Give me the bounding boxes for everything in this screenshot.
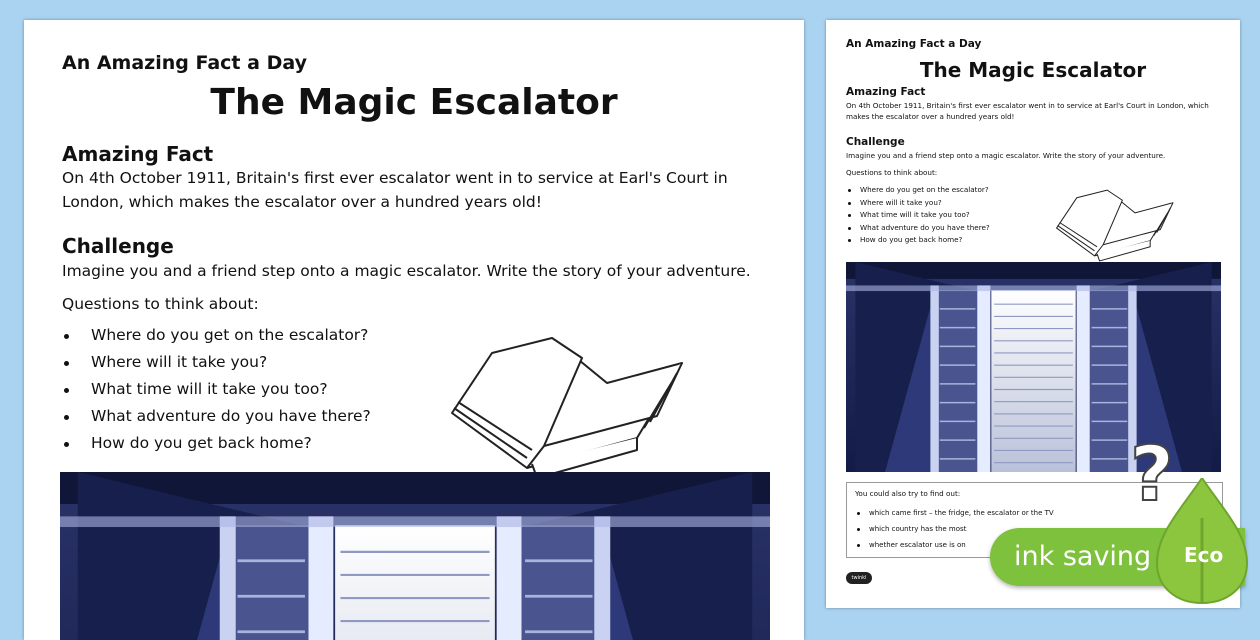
challenge-text: Imagine you and a friend step onto a magic escalator. Write the story of your adventure. bbox=[62, 262, 751, 280]
fact-heading: Amazing Fact bbox=[846, 86, 926, 98]
list-item: whether escalator use is on bbox=[855, 537, 1054, 553]
brand-logo: twinkl bbox=[846, 572, 872, 584]
eco-label: Eco bbox=[1184, 543, 1224, 567]
questions-list bbox=[62, 322, 371, 457]
worksheet-title: The Magic Escalator bbox=[919, 58, 1147, 82]
badge-label: ink saving bbox=[1014, 541, 1152, 572]
list-item: Where will it take you? bbox=[846, 197, 990, 210]
worksheet-title: The Magic Escalator bbox=[210, 82, 618, 123]
list-item: What time will it take you too? bbox=[846, 209, 990, 222]
fact-text: On 4th October 1911, Britain's first ever escalator went in to service at Earl's Court in London, which makes the escalator over a hundred years old! bbox=[846, 101, 1209, 121]
escalator-photo bbox=[60, 472, 770, 640]
list-item: What adventure do you have there? bbox=[62, 403, 371, 430]
fact-text: On 4th October 1911, Britain's first ever escalator went in to service at Earl's Court in London, which makes the escalator over a hundred years old! bbox=[62, 169, 728, 211]
list-item: Where will it take you? bbox=[62, 349, 371, 376]
list-item: Where do you get on the escalator? bbox=[62, 322, 371, 349]
worksheet-subtitle: An Amazing Fact a Day bbox=[62, 52, 307, 74]
questions-intro: Questions to think about: bbox=[62, 295, 259, 313]
list-item: which country has the most bbox=[855, 521, 1054, 537]
list-item: Where do you get on the escalator? bbox=[846, 184, 990, 197]
worksheet-subtitle: An Amazing Fact a Day bbox=[846, 38, 982, 50]
challenge-heading: Challenge bbox=[846, 136, 905, 148]
questions-intro: Questions to think about: bbox=[846, 168, 938, 177]
list-item: How do you get back home? bbox=[62, 430, 371, 457]
fact-heading: Amazing Fact bbox=[62, 142, 214, 166]
list-item: How do you get back home? bbox=[846, 234, 990, 247]
question-mark-icon: ? bbox=[1130, 429, 1175, 518]
questions-list bbox=[846, 184, 990, 247]
list-item: which came first – the fridge, the escalator or the TV bbox=[855, 505, 1054, 521]
worksheet-large bbox=[24, 20, 804, 640]
challenge-heading: Challenge bbox=[62, 234, 174, 258]
list-item: What adventure do you have there? bbox=[846, 222, 990, 235]
challenge-text: Imagine you and a friend step onto a magic escalator. Write the story of your adventure. bbox=[846, 151, 1166, 160]
extension-intro: You could also try to find out: bbox=[855, 489, 961, 498]
list-item: What time will it take you too? bbox=[62, 376, 371, 403]
book-illustration bbox=[432, 318, 697, 488]
book-illustration bbox=[1046, 180, 1181, 266]
